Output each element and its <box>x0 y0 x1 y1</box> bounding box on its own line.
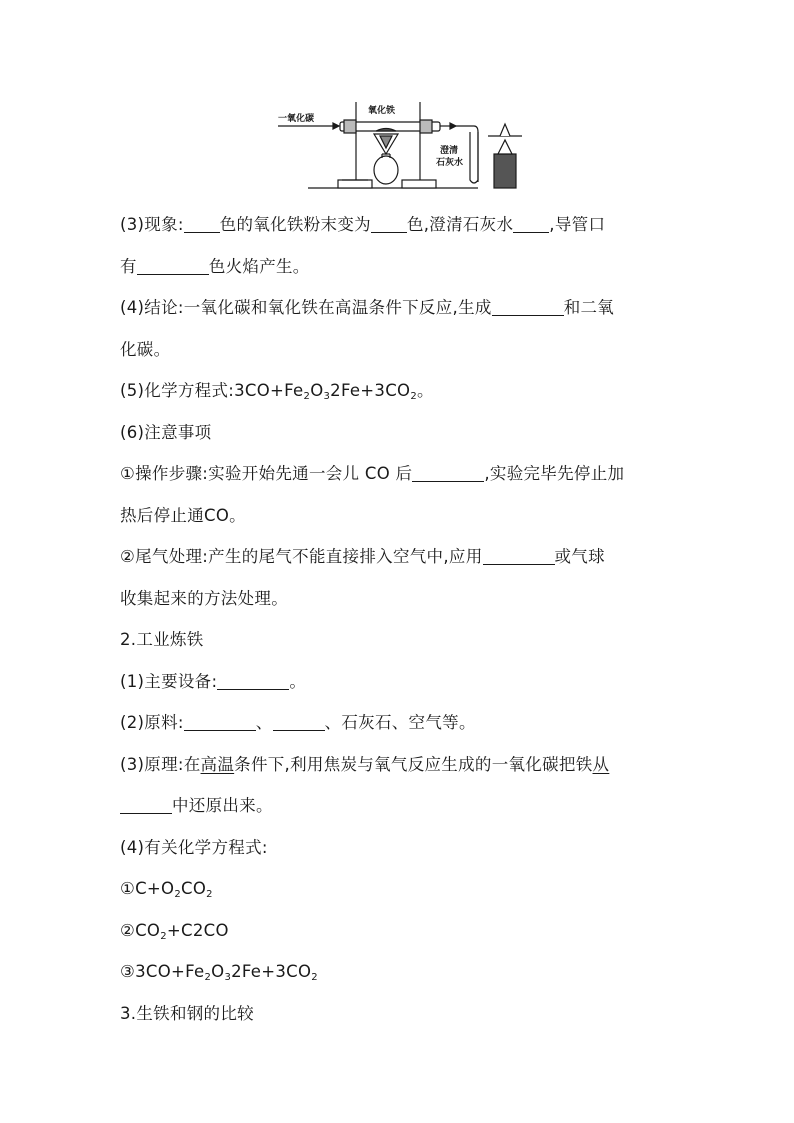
blank-operation[interactable] <box>412 461 484 482</box>
line-operation-step: ①操作步骤:实验开始先通一会儿 CO 后 ,实验完毕先停止加 <box>120 453 680 495</box>
line-equation-2: $②CO_2+C2CO$ <box>120 920 229 942</box>
line-phenomenon-2: 有 色火焰产生。 <box>120 246 680 288</box>
blank-color-1[interactable] <box>184 212 220 233</box>
label-iron-oxide: 氧化铁 <box>368 106 396 116</box>
blank-material-2[interactable] <box>273 710 325 731</box>
line-operation-step-2: 热后停止通CO。 <box>120 505 246 525</box>
line-comparison-heading: 3.生铁和钢的比较 <box>120 1003 254 1023</box>
blank-material-1[interactable] <box>184 710 256 731</box>
blank-product[interactable] <box>492 295 564 316</box>
line-conclusion-2: 化碳。 <box>120 339 171 359</box>
apparatus-diagram <box>278 96 523 192</box>
blank-color-2[interactable] <box>371 212 407 233</box>
blank-equipment[interactable] <box>217 669 289 690</box>
line-equations-heading: (4)有关化学方程式: <box>120 837 268 857</box>
line-conclusion: (4)结论:一氧化碳和氧化铁在高温条件下反应,生成 和二氧 <box>120 287 680 329</box>
line-principle: (3)原理:在高温条件下,利用焦炭与氧气反应生成的一氧化碳把铁从 <box>120 754 610 774</box>
line-equation-1: $①C+O_2CO_2$ <box>120 879 213 900</box>
line-tail-gas: ②尾气处理:产生的尾气不能直接排入空气中,应用 或气球 <box>120 536 680 578</box>
blank-flame-color[interactable] <box>137 254 209 275</box>
label-limewater-1: 澄清 <box>440 146 459 156</box>
apparatus-figure <box>278 96 523 192</box>
line-raw-materials: (2)原料: 、 、石灰石、空气等。 <box>120 702 680 744</box>
label-carbon-monoxide: 一氧化碳 <box>278 114 315 124</box>
line-tail-gas-2: 收集起来的方法处理。 <box>120 588 288 608</box>
line-equipment: (1)主要设备: 。 <box>120 661 680 703</box>
line-phenomenon: (3)现象: 色的氧化铁粉末变为 色,澄清石灰水 ,导管口 <box>120 204 680 246</box>
blank-tail-gas[interactable] <box>483 544 555 565</box>
line-notes-heading: (6)注意事项 <box>120 422 212 442</box>
line-equation: (5)化学方程式$:3CO+Fe_2O_32Fe+3CO_2$。 <box>120 381 434 402</box>
blank-ore[interactable] <box>120 793 172 814</box>
blank-limewater[interactable] <box>513 212 549 233</box>
label-limewater-2: 石灰水 <box>436 158 464 168</box>
line-principle-2: 中还原出来。 <box>120 785 680 827</box>
line-equation-3: $③3CO+Fe_2O_32Fe+3CO_2$ <box>120 962 318 983</box>
line-industrial-heading: 2.工业炼铁 <box>120 630 204 649</box>
document-body <box>120 204 680 1034</box>
